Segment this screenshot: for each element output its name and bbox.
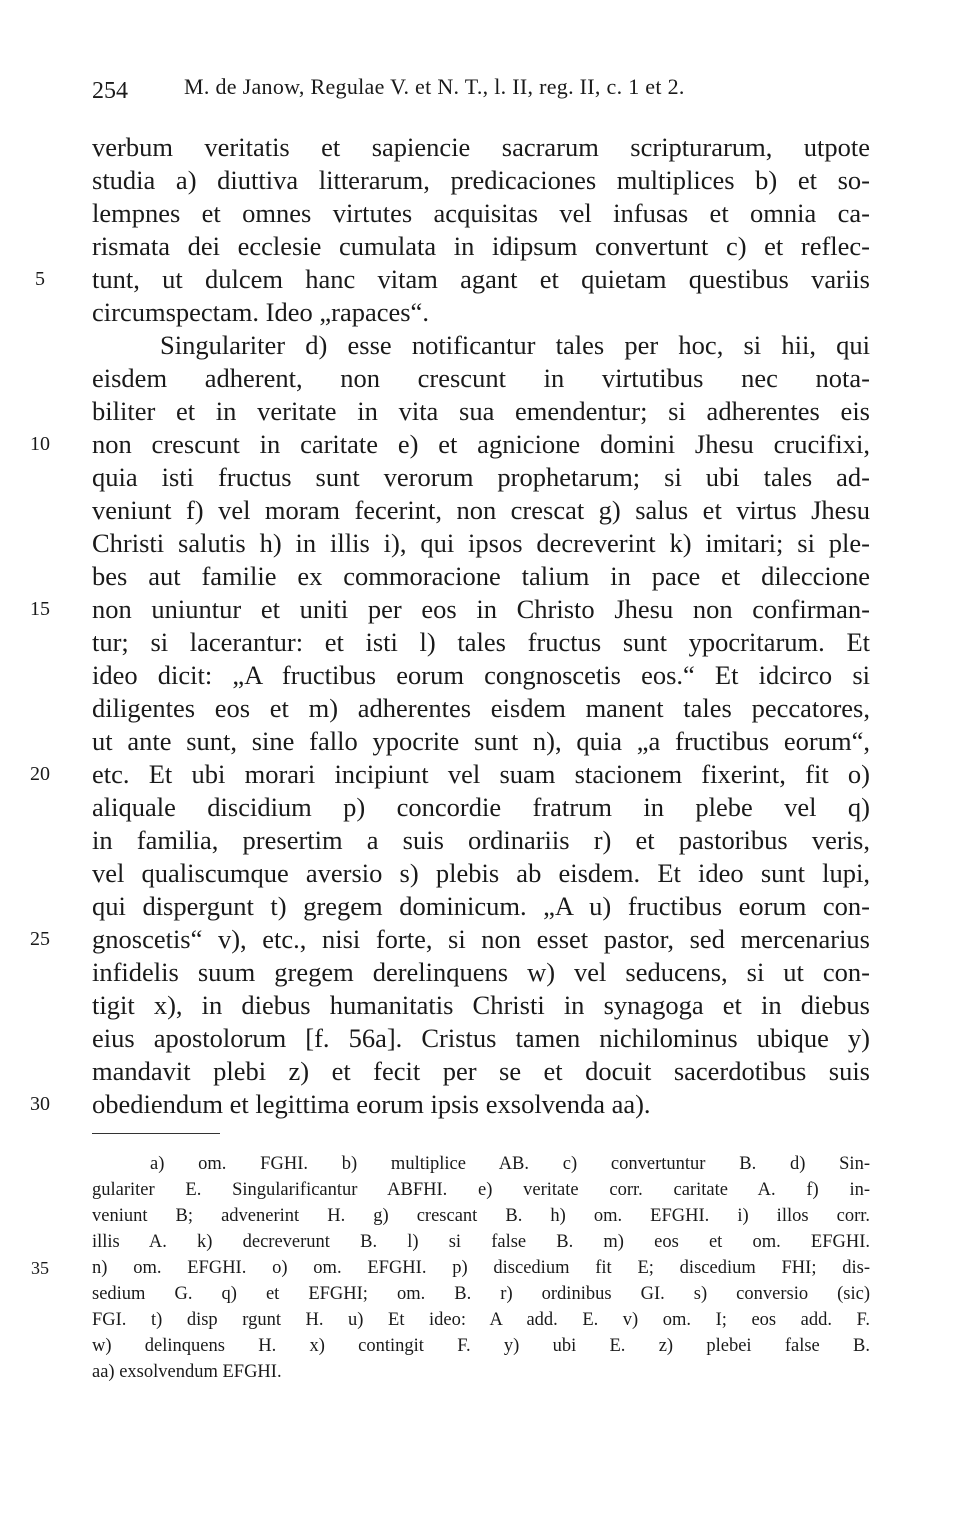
text-line: in familia, presertim a suis ordinariis r) et pastoribus veris, xyxy=(92,825,870,855)
text-line: circumspectam. Ideo „rapaces“. xyxy=(92,297,429,327)
footnote-rule xyxy=(92,1133,220,1134)
footnote-line: veniunt B; advenerint H. g) crescant B. h) om. EFGHI. i) illos corr. xyxy=(92,1206,870,1226)
footnote-line: illis A. k) decreverunt B. l) si false B. m) eos et om. EFGHI. xyxy=(92,1232,870,1252)
text-line: tunt, ut dulcem hanc vitam agant et quietam questibus variis xyxy=(92,264,870,294)
text-line: mandavit plebi z) et fecit per se et docuit sacerdotibus suis xyxy=(92,1056,870,1086)
page-number: 254 xyxy=(92,78,128,104)
text-line: gnoscetis“ v), etc., nisi forte, si non esset pastor, sed mercenarius xyxy=(92,924,870,954)
footnote-line: n) om. EFGHI. o) om. EFGHI. p) discedium fit E; discedium FHI; dis- xyxy=(92,1258,870,1278)
text-line: obediendum et legittima eorum ipsis exsolvenda aa). xyxy=(92,1089,651,1119)
text-line: qui dispergunt t) gregem dominicum. „A u) fructibus eorum con- xyxy=(92,891,870,921)
running-title: M. de Janow, Regulae V. et N. T., l. II, reg. II, c. 1 et 2. xyxy=(184,74,685,99)
text-line: aliquale discidium p) concordie fratrum in plebe vel q) xyxy=(92,792,870,822)
text-line: Singulariter d) esse notificantur tales per hoc, si hii, qui xyxy=(160,330,870,360)
footnote-line-number: 35 xyxy=(31,1258,49,1278)
footnote-line: aa) exsolvendum EFGHI. xyxy=(92,1362,282,1382)
text-line: eisdem adherent, non crescunt in virtutibus nec nota- xyxy=(92,363,870,393)
line-number: 30 xyxy=(30,1093,50,1115)
text-line: vel qualiscumque aversio s) plebis ab eisdem. Et ideo sunt lupi, xyxy=(92,858,870,888)
line-number: 25 xyxy=(30,928,50,950)
text-line: lempnes et omnes virtutes acquisitas vel infusas et omnia ca- xyxy=(92,198,870,228)
text-line: ut ante sunt, sine fallo ypocrite sunt n), quia „a fructibus eorum“, xyxy=(92,726,870,756)
text-line: tigit x), in diebus humanitatis Christi in synagoga et in diebus xyxy=(92,990,870,1020)
text-line: studia a) diuttiva litterarum, predicaciones multiplices b) et so- xyxy=(92,165,870,195)
text-line: rismata dei ecclesie cumulata in idipsum convertunt c) et reflec- xyxy=(92,231,870,261)
text-line: non uniuntur et uniti per eos in Christo Jhesu non confirman- xyxy=(92,594,870,624)
text-line: eius apostolorum [f. 56a]. Cristus tamen nichilominus ubique y) xyxy=(92,1023,870,1053)
line-number: 15 xyxy=(30,598,50,620)
text-line: diligentes eos et m) adherentes eisdem manent tales peccatores, xyxy=(92,693,870,723)
footnote-line: sedium G. q) et EFGHI; om. B. r) ordinibus GI. s) conversio (sic) xyxy=(92,1284,870,1304)
running-header xyxy=(92,74,882,114)
text-line: veniunt f) vel moram fecerint, non crescat g) salus et virtus Jhesu xyxy=(92,495,870,525)
text-line: bes aut familie ex commoracione talium in pace et dileccione xyxy=(92,561,870,591)
text-line: verbum veritatis et sapiencie sacrarum scripturarum, utpote xyxy=(92,132,870,162)
text-line: quia isti fructus sunt verorum prophetarum; si ubi tales ad- xyxy=(92,462,870,492)
line-number: 5 xyxy=(35,268,45,290)
footnote-line: FGI. t) disp rgunt H. u) Et ideo: A add. E. v) om. I; eos add. F. xyxy=(92,1310,870,1330)
text-line: infidelis suum gregem derelinquens w) vel seducens, si ut con- xyxy=(92,957,870,987)
text-line: etc. Et ubi morari incipiunt vel suam stacionem fixerint, fit o) xyxy=(92,759,870,789)
footnote-line: gulariter E. Singularificantur ABFHI. e) veritate corr. caritate A. f) in- xyxy=(92,1180,870,1200)
text-line: biliter et in veritate in vita sua emendentur; si adherentes eis xyxy=(92,396,870,426)
text-line: non crescunt in caritate e) et agnicione domini Jhesu crucifixi, xyxy=(92,429,870,459)
line-number: 10 xyxy=(30,433,50,455)
footnote-line: w) delinquens H. x) contingit F. y) ubi E. z) plebei false B. xyxy=(92,1336,870,1356)
footnote-line: a) om. FGHI. b) multiplice AB. c) convertuntur B. d) Sin- xyxy=(150,1154,870,1174)
text-line: ideo dicit: „A fructibus eorum congnoscetis eos.“ Et idcirco si xyxy=(92,660,870,690)
line-number: 20 xyxy=(30,763,50,785)
text-line: Christi salutis h) in illis i), qui ipsos decreverint k) imitari; si ple- xyxy=(92,528,870,558)
text-line: tur; si lacerantur: et isti l) tales fructus sunt ypocritarum. Et xyxy=(92,627,870,657)
